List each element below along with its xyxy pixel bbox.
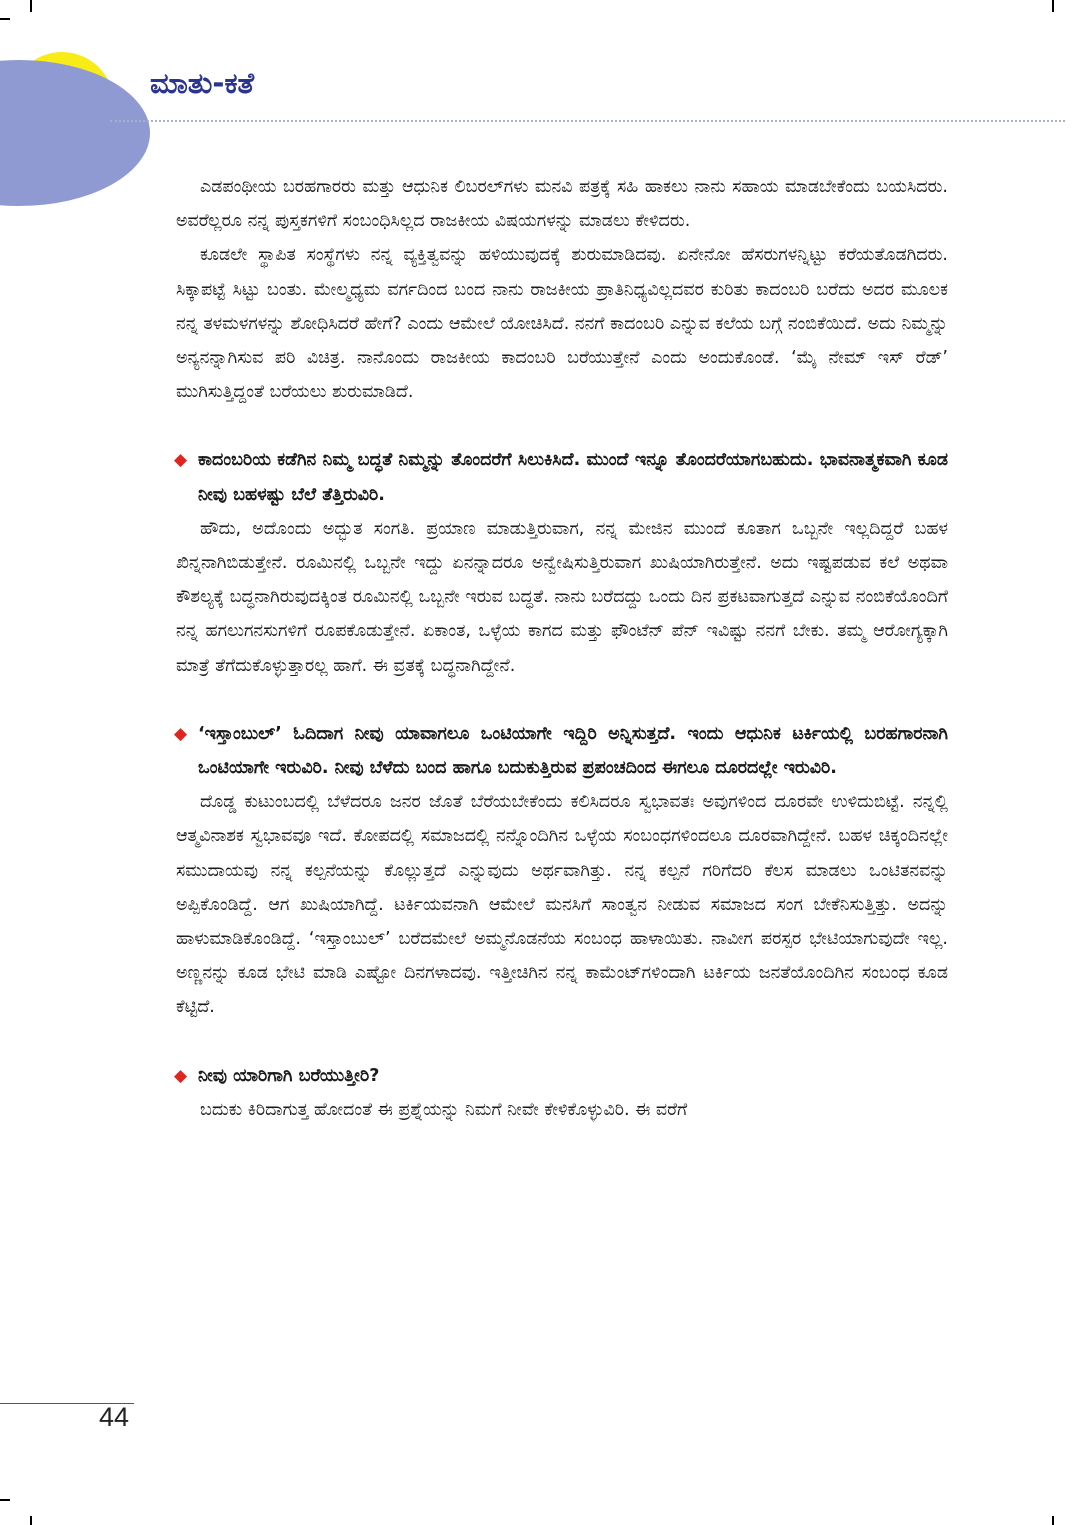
question-text: ನೀವು ಯಾರಿಗಾಗಿ ಬರೆಯುತ್ತೀರಿ? (198, 1065, 380, 1086)
answer-paragraph: ಕೂಡಲೇ ಸ್ಥಾಪಿತ ಸಂಸ್ಥೆಗಳು ನನ್ನ ವ್ಯಕ್ತಿತ್ವವನ್ನು ಹಳಿಯುವುದಕ್ಕೆ ಶುರುಮಾಡಿದವು. ಏನೇನೋ ಹೆಸರುಗಳನ್ನಿಟ್ಟು ಕರೆಯತೊಡಗಿದರು. ಸಿಕ್ಕಾಪಟ್ಟೆ ಸಿಟ್ಟು ಬಂತು. ಮೇಲ್ಮಧ್ಯಮ ವರ್ಗದಿಂದ ಬಂದ ನಾನು ರಾಜಕೀಯ ಪ್ರಾತಿನಿಧ್ಯವಿಲ್ಲದವರ ಕುರಿತು ಕಾದಂಬರಿ ಬರೆದು ಅದರ ಮೂಲಕ ನನ್ನ ತಳಮಳಗಳನ್ನು ಶೋಧಿಸಿದರೆ ಹೇಗೆ? ಎಂದು ಆಮೇಲೆ ಯೋಚಿಸಿದೆ. ನನಗೆ ಕಾದಂಬರಿ ಎನ್ನುವ ಕಲೆಯ ಬಗ್ಗೆ ನಂಬಿಕೆಯಿದೆ. ಅದು ನಿಮ್ಮನ್ನು ಅನ್ಯನನ್ನಾಗಿಸುವ ಪರಿ ವಿಚಿತ್ರ. ನಾನೊಂದು ರಾಜಕೀಯ ಕಾದಂಬರಿ ಬರೆಯುತ್ತೇನೆ ಎಂದು ಅಂದುಕೊಂಡೆ. ‘ಮೈ ನೇಮ್ ಇಸ್ ರೆಡ್’ ಮುಗಿಸುತ್ತಿದ್ದಂತೆ ಬರೆಯಲು ಶುರುಮಾಡಿದೆ. (176, 245, 948, 403)
section-title: ಮಾತು-ಕತೆ (150, 66, 255, 100)
crop-mark (1052, 1516, 1054, 1525)
question-text: ಕಾದಂಬರಿಯ ಕಡೆಗಿನ ನಿಮ್ಮ ಬದ್ಧತೆ ನಿಮ್ಮನ್ನು ತೊಂದರೆಗೆ ಸಿಲುಕಿಸಿದೆ. ಮುಂದೆ ಇನ್ನೂ ತೊಂದರೆಯಾಗಬಹುದು. ಭಾವನಾತ್ಮಕವಾಗಿ ಕೂಡ ನೀವು ಬಹಳಷ್ಟು ಬೆಲೆ ತೆತ್ತಿರುವಿರಿ. (198, 450, 948, 505)
interview-question (176, 1059, 948, 1093)
answer-paragraph: ಎಡಪಂಥೀಯ ಬರಹಗಾರರು ಮತ್ತು ಆಧುನಿಕ ಲಿಬರಲ್‌ಗಳು ಮನವಿ ಪತ್ರಕ್ಕೆ ಸಹಿ ಹಾಕಲು ನಾನು ಸಹಾಯ ಮಾಡಬೇಕೆಂದು ಬಯಸಿದರು. ಅವರೆಲ್ಲರೂ ನನ್ನ ಪುಸ್ತಕಗಳಿಗೆ ಸಂಬಂಧಿಸಿಲ್ಲದ ರಾಜಕೀಯ ವಿಷಯಗಳನ್ನು ಮಾಡಲು ಕೇಳಿದರು. (176, 177, 948, 232)
section-gap (176, 683, 948, 717)
answer-paragraph: ಹೌದು, ಅದೊಂದು ಅದ್ಭುತ ಸಂಗತಿ. ಪ್ರಯಾಣ ಮಾಡುತ್ತಿರುವಾಗ, ನನ್ನ ಮೇಜಿನ ಮುಂದೆ ಕೂತಾಗ ಒಬ್ಬನೇ ಇಲ್ಲದಿದ್ದರೆ ಬಹಳ ಖಿನ್ನನಾಗಿಬಿಡುತ್ತೇನೆ. ರೂಮಿನಲ್ಲಿ ಒಬ್ಬನೇ ಇದ್ದು ಏನನ್ನಾದರೂ ಅನ್ವೇಷಿಸುತ್ತಿರುವಾಗ ಖುಷಿಯಾಗಿರುತ್ತೇನೆ. ಅದು ಇಷ್ಟಪಡುವ ಕಲೆ ಅಥವಾ ಕೌಶಲ್ಯಕ್ಕೆ ಬದ್ಧನಾಗಿರುವುದಕ್ಕಿಂತ ರೂಮಿನಲ್ಲಿ ಒಬ್ಬನೇ ಇರುವ ಬದ್ಧತೆ. ನಾನು ಬರೆದದ್ದು ಒಂದು ದಿನ ಪ್ರಕಟವಾಗುತ್ತದೆ ಎನ್ನುವ ನಂಬಿಕೆಯೊಂದಿಗೆ ನನ್ನ ಹಗಲುಗನಸುಗಳಿಗೆ ರೂಪಕೊಡುತ್ತೇನೆ. ಏಕಾಂತ, ಒಳ್ಳೆಯ ಕಾಗದ ಮತ್ತು ಫೌಂಟೆನ್ ಪೆನ್ ಇವಿಷ್ಟು ನನಗೆ ಬೇಕು. ತಮ್ಮ ಆರೋಗ್ಯಕ್ಕಾಗಿ ಮಾತ್ರೆ ತೆಗೆದುಕೊಳ್ಳುತ್ತಾರಲ್ಲ ಹಾಗೆ. ಈ ವ್ರತಕ್ಕೆ ಬದ್ಧನಾಗಿದ್ದೇನೆ. (176, 518, 948, 676)
interview-question (176, 717, 948, 785)
section-gap (176, 1025, 948, 1059)
answer-paragraph: ಬದುಕು ಕಿರಿದಾಗುತ್ತ ಹೋದಂತೆ ಈ ಪ್ರಶ್ನೆಯನ್ನು ನಿಮಗೆ ನೀವೇ ಕೇಳಿಕೊಳ್ಳುವಿರಿ. ಈ ವರೆಗೆ (200, 1099, 688, 1120)
crop-mark (30, 1516, 32, 1525)
crop-mark (0, 18, 10, 20)
interview-question (176, 443, 948, 511)
crop-mark (30, 0, 32, 12)
page-number: 44 (99, 1402, 130, 1432)
decorative-blue-circle (0, 60, 150, 206)
section-gap (176, 409, 948, 443)
red-diamond-icon: ◆ (174, 723, 188, 744)
red-diamond-icon: ◆ (174, 450, 188, 471)
crop-mark (0, 1499, 10, 1501)
red-diamond-icon: ◆ (174, 1065, 188, 1086)
dotted-divider (110, 120, 1065, 122)
question-text: ‘ಇಸ್ತಾಂಬುಲ್’ ಓದಿದಾಗ ನೀವು ಯಾವಾಗಲೂ ಒಂಟಿಯಾಗೇ ಇದ್ದಿರಿ ಅನ್ನಿಸುತ್ತದೆ. ಇಂದು ಆಧುನಿಕ ಟರ್ಕಿಯಲ್ಲಿ ಬರಹಗಾರನಾಗಿ ಒಂಟಿಯಾಗೇ ಇರುವಿರಿ. ನೀವು ಬೆಳೆದು ಬಂದ ಹಾಗೂ ಬದುಕುತ್ತಿರುವ ಪ್ರಪಂಚದಿಂದ ಈಗಲೂ ದೂರದಲ್ಲೇ ಇರುವಿರಿ. (198, 723, 948, 779)
crop-mark (1052, 0, 1054, 12)
answer-paragraph: ದೊಡ್ಡ ಕುಟುಂಬದಲ್ಲಿ ಬೆಳೆದರೂ ಜನರ ಜೊತೆ ಬೆರೆಯಬೇಕೆಂದು ಕಲಿಸಿದರೂ ಸ್ವಭಾವತಃ ಅವುಗಳಿಂದ ದೂರವೇ ಉಳಿದುಬಿಟ್ಟೆ. ನನ್ನಲ್ಲಿ ಆತ್ಮವಿನಾಶಕ ಸ್ವಭಾವವೂ ಇದೆ. ಕೋಪದಲ್ಲಿ ಸಮಾಜದಲ್ಲಿ ನನ್ನೊಂದಿಗಿನ ಒಳ್ಳೆಯ ಸಂಬಂಧಗಳಿಂದಲೂ ದೂರವಾಗಿದ್ದೇನೆ. ಬಹಳ ಚಿಕ್ಕಂದಿನಲ್ಲೇ ಸಮುದಾಯವು ನನ್ನ ಕಲ್ಪನೆಯನ್ನು ಕೊಲ್ಲುತ್ತದೆ ಎನ್ನುವುದು ಅರ್ಥವಾಗಿತ್ತು. ನನ್ನ ಕಲ್ಪನೆ ಗರಿಗೆದರಿ ಕೆಲಸ ಮಾಡಲು ಒಂಟಿತನವನ್ನು ಅಪ್ಪಿಕೊಂಡಿದ್ದೆ. ಆಗ ಖುಷಿಯಾಗಿದ್ದೆ. ಟರ್ಕಿಯವನಾಗಿ ಆಮೇಲೆ ಮನಸಿಗೆ ಸಾಂತ್ವನ ನೀಡುವ ಸಮಾಜದ ಸಂಗ ಬೇಕೆನಿಸುತ್ತಿತ್ತು. ಅದನ್ನು ಹಾಳುಮಾಡಿಕೊಂಡಿದ್ದೆ. ‘ಇಸ್ತಾಂಬುಲ್’ ಬರೆದಮೇಲೆ ಅಮ್ಮನೊಡನೆಯ ಸಂಬಂಧ ಹಾಳಾಯಿತು. ನಾವೀಗ ಪರಸ್ಪರ ಭೇಟಿಯಾಗುವುದೇ ಇಲ್ಲ. ಅಣ್ಣನನ್ನು ಕೂಡ ಭೇಟಿ ಮಾಡಿ ಎಷ್ಟೋ ದಿನಗಳಾದವು. ಇತ್ತೀಚಿಗಿನ ನನ್ನ ಕಾಮೆಂಟ್‌ಗಳಿಂದಾಗಿ ಟರ್ಕಿಯ ಜನತೆಯೊಂದಿಗಿನ ಸಂಬಂಧ ಕೂಡ ಕೆಟ್ಟಿದೆ. (176, 792, 948, 1018)
article-body (176, 170, 948, 1127)
